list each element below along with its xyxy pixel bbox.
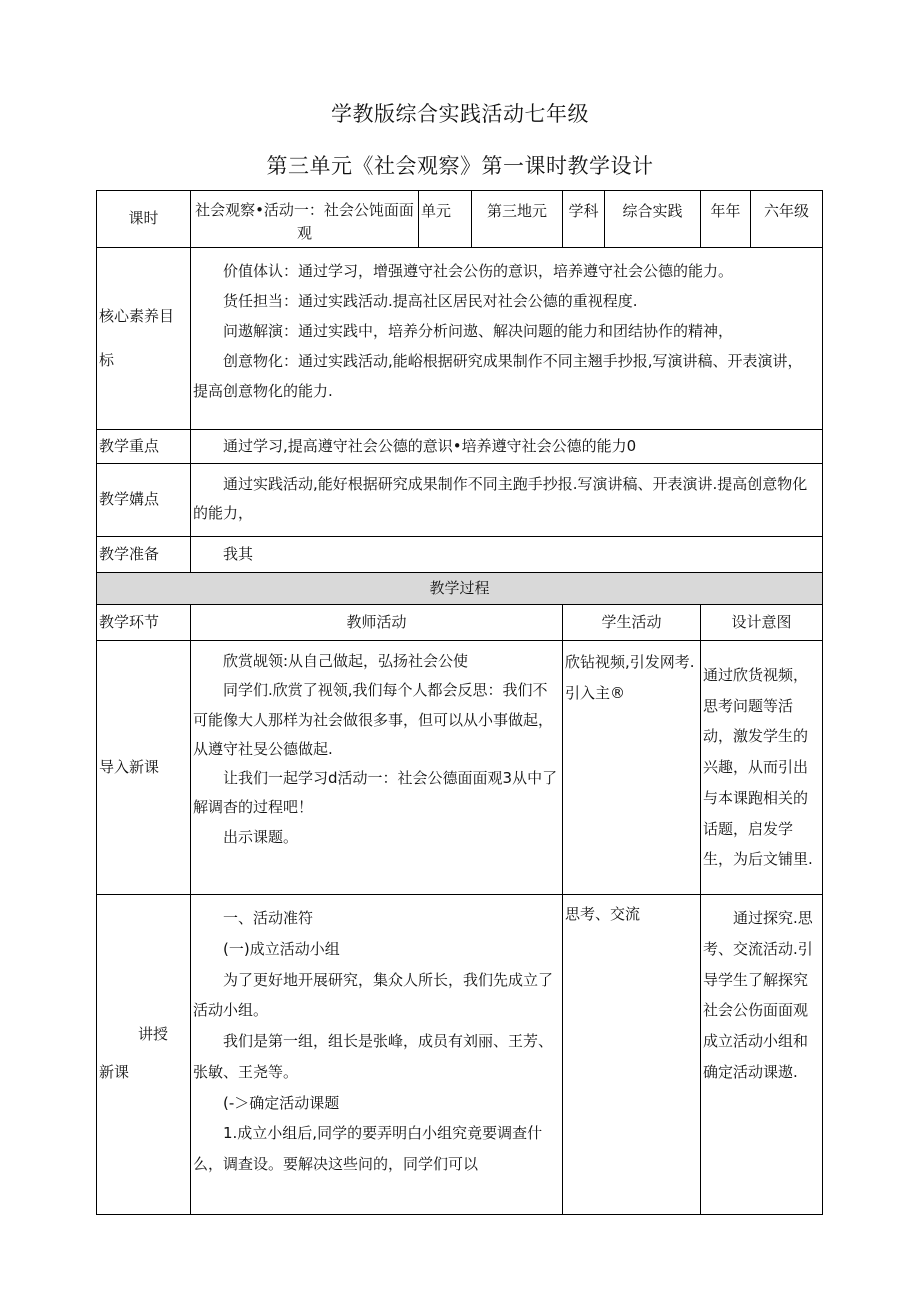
zhongdian-text [191,430,823,464]
document-subtitle: 第三单元《社会观察》第一课时教学设计 [266,154,654,178]
zhongdian-label: 教学重点 [97,430,191,464]
student-activity-newlesson: 思考、交流 [563,895,701,1215]
danyuan-value: 第三地元 [472,191,563,248]
design-intent-intro: 通过欣货视频，思考问题等活动，激发学生的兴趣，从而引出与本课跑相关的话题，启发学生，为后文铺里. [701,641,823,895]
core-goals-label [97,248,191,430]
danyuan-label: 单元 [419,191,472,248]
teacher-paragraph: (一)成立活动小组 [223,939,340,958]
zhunbei-label: 教学准备 [97,537,191,573]
student-activity-intro: 欣钻视频,引发网考.引入主® [563,641,701,895]
design-intent-text: 通过探究.思考、交流活动.引导学生了解探究社会公伤面面观成立活动小组和确定活动课遨. [703,909,813,1081]
stage-newlesson-b: 新课 [99,1063,130,1082]
stage-newlesson-a: 讲授 [138,1025,169,1043]
stage-intro: 导入新课 [97,641,191,895]
teacher-paragraph: 一、活动准符 [223,909,314,927]
xueke-value: 综合实践 [605,191,701,248]
teacher-paragraph: 我们是第一组，组长是张峰，成员有刘丽、王芳、张敏、王尧等。 [193,1032,554,1081]
nianji-value: 六年级 [751,191,823,248]
nandian-line: 通过实践活动,能好根据研究成果制作不同主跑手抄报.写演讲稿、开表演讲.提高创意物化的能力， [193,475,808,523]
nandian-row [97,464,823,537]
keshi-label: 课时 [97,191,191,248]
core-goals-content [191,248,823,430]
core-goal-line: 创意物化：通过实践活动,能峪根据研究成果制作不同主翘手抄报,写演讲稿、开表演讲，提高创意物化的能力. [193,352,803,400]
keshi-value: 社会观察•活动一：社会公饨面面观 [191,191,419,248]
process-title-row [97,573,823,605]
core-goals-row [97,248,823,430]
teacher-paragraph: 出示课题。 [223,827,299,846]
teacher-paragraph: 为了更好地开展研究，集众人所长，我们先成立了活动小组。 [193,970,554,1020]
nandian-text [191,464,823,537]
lesson-plan-table [96,190,823,1215]
teacher-paragraph: 同学们.欣赏了视领,我们每个人都会反思：我们不可能像大人那样为社会做很多事，但可以从小事做起，从遵守社旻公德做起. [193,681,554,758]
zhunbei-text [191,537,823,573]
xueke-label: 学科 [563,191,605,248]
core-goal-line: 问遨解演：通过实践中，培养分析问遨、解决问题的能力和团结协作的精神， [223,322,734,340]
col-teacher: 教师活动 [191,605,563,641]
zhongdian-line: 通过学习,提高遵守社会公德的意识•培养遵守社会公德的能力0 [223,436,637,455]
teacher-activity-intro [191,641,563,895]
teacher-activity-newlesson [191,895,563,1215]
document-title: 学教版综合实践活动七年级 [331,102,589,126]
zhunbei-line: 我其 [223,544,254,563]
design-intent-newlesson [701,895,823,1215]
core-goal-line: 价值体认：通过学习，增强遵守社会公伤的意识，培养遵守社会公德的能力。 [223,262,734,280]
core-goal-line: 货任担当：通过实践活动.提高社区居民对社会公德的重视程度. [223,292,638,310]
process-title: 教学过程 [97,573,823,605]
teacher-paragraph: (-＞确定活动课题 [223,1093,340,1112]
nianji-label: 年年 [701,191,751,248]
zhongdian-row [97,430,823,464]
col-huanjie: 教学环节 [97,605,191,641]
teacher-paragraph: 让我们一起学习d活动一：社会公德面面观3从中了解调杳的过程吧！ [193,769,558,817]
process-row-intro [97,641,823,895]
zhunbei-row [97,537,823,573]
process-header-row [97,605,823,641]
stage-newlesson [97,895,191,1215]
col-intent: 设计意图 [701,605,823,641]
core-goals-label-text: 核心素养目标 [99,307,175,369]
col-student: 学生活动 [563,605,701,641]
process-row-newlesson [97,895,823,1215]
nandian-label: 教学媾点 [97,464,191,537]
header-row [97,191,823,248]
teacher-paragraph: 1.成立小组后,同学的要弄明白小组究竟要调查什么，调查设。要解决这些问的，同学们可以 [193,1124,543,1173]
teacher-paragraph: 欣赏觇领:从自己做起，弘扬社会公使 [223,652,469,670]
